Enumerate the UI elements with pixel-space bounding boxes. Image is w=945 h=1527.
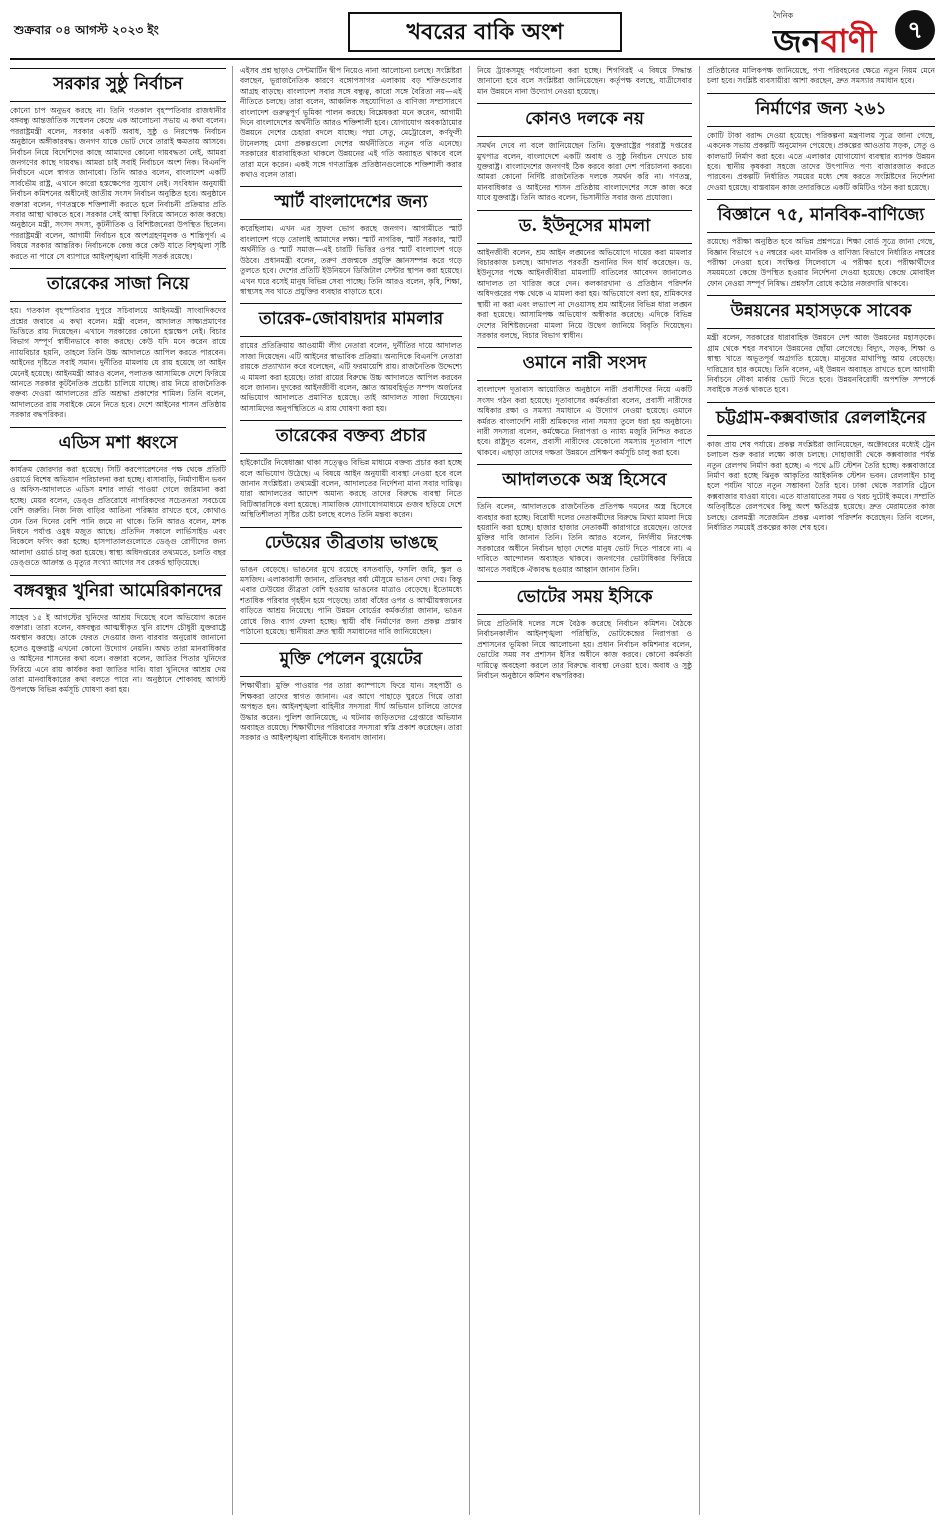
- news-article: [477, 464, 692, 575]
- news-article: [10, 575, 226, 696]
- news-article: [240, 66, 462, 180]
- logo-name: [773, 16, 876, 70]
- news-article: [477, 347, 692, 458]
- column-divider: [699, 66, 700, 1515]
- news-article: [240, 527, 462, 638]
- news-article: [10, 268, 226, 420]
- article-body: সমর্থন দেবে না বলে জানিয়েছেন তিনি। যুক্তরাষ্ট্রের পররাষ্ট্র দপ্তরের মুখপাত্র বলেন, বাংলাদেশে একটি অবাধ ও সুষ্ঠু নির্বাচন দেখতে চায় যুক্তরাষ্ট্র। বাংলাদেশের জনগণই ঠিক করবে কারা দেশ পরিচালনা করবে। আমরা কোনো নির্দিষ্ট রাজনৈতিক দলকে সমর্থন করি না। গণতন্ত্র, মানবাধিকার ও আইনের শাসন প্রতিষ্ঠায় বাংলাদেশের সঙ্গে কাজ করে যাবে যুক্তরাষ্ট্র। তিনি আরও বলেন, ভিসানীতি সবার জন্য প্রযোজ্য।: [477, 141, 692, 203]
- news-article: [10, 427, 226, 569]
- news-article: [240, 186, 462, 297]
- news-article: [10, 68, 226, 262]
- news-article: [707, 199, 935, 289]
- article-headline: তারেক-জোবায়দার মামলার: [240, 303, 462, 337]
- article-body: আইনজীবী বলেন, শ্রম আইন লঙ্ঘনের অভিযোগে দায়ের করা মামলার বিচারকাজ চলছে। আদালত পরবর্তী শুনানির দিন ধার্য করেছেন। ড. ইউনূসের পক্ষে আইনজীবীরা মামলাটি বাতিলের আবেদন জানালেও আদালত তা খারিজ করে দেন। কলকারখানা ও প্রতিষ্ঠান পরিদর্শন অধিদপ্তরের পক্ষ থেকে এ মামলা করা হয়। অভিযোগে বলা হয়, শ্রমিকদের স্থায়ী না করা এবং লভ্যাংশ না দেওয়াসহ শ্রম আইনের বিভিন্ন ধারা লঙ্ঘন করা হয়েছে। আসামিপক্ষ অভিযোগ অস্বীকার করেছে। এদিকে বিভিন্ন দেশের বিশিষ্টজনেরা মামলা নিয়ে উদ্বেগ জানিয়ে বিবৃতি দিয়েছেন। সরকার বলছে, বিচার বিভাগ স্বাধীন।: [477, 247, 692, 340]
- article-body: বাংলাদেশ দূতাবাস আয়োজিত অনুষ্ঠানে নারী প্রবাসীদের নিয়ে একটি সংসদ গঠন করা হয়েছে। দূতাবাসের কর্মকর্তারা বলেন, প্রবাসী নারীদের অধিকার রক্ষা ও সমস্যা সমাধানে এ উদ্যোগ নেওয়া হয়েছে। ওমানে কর্মরত বাংলাদেশি নারী শ্রমিকদের নানা সমস্যা তুলে ধরা হয় অনুষ্ঠানে। নারী সদস্যরা বলেন, কর্মক্ষেত্রে নিরাপত্তা ও ন্যায্য মজুরি নিশ্চিত করতে হবে। রাষ্ট্রদূত বলেন, প্রবাসী নারীদের যেকোনো সমস্যায় দূতাবাস পাশে থাকবে। এছাড়া তাদের দক্ষতা উন্নয়নে প্রশিক্ষণ কর্মসূচি চালু করা হবে।: [477, 385, 692, 457]
- article-body: তিনি বলেন, আদালতকে রাজনৈতিক প্রতিপক্ষ দমনের অস্ত্র হিসেবে ব্যবহার করা হচ্ছে। বিরোধী দলের নেতাকর্মীদের বিরুদ্ধে মিথ্যা মামলা দিয়ে হয়রানি করা হচ্ছে। হাজার হাজার নেতাকর্মী কারাগারে রয়েছেন। তাদের মুক্তির দাবি জানান তিনি। তিনি আরও বলেন, নির্দলীয় নিরপেক্ষ সরকারের অধীনে নির্বাচন ছাড়া দেশের মানুষ ভোট দিতে পারবে না। এ দাবিতে আন্দোলন অব্যাহত থাকবে। জনগণের ভোটাধিকার ফিরিয়ে আনতে সবাইকে ঐক্যবদ্ধ হওয়ার আহ্বান জানান তিনি।: [477, 502, 692, 574]
- article-headline: কোনও দলকে নয়: [477, 103, 692, 137]
- logo-name-part1: জন: [773, 22, 821, 60]
- news-article: [240, 420, 462, 520]
- news-article: [707, 66, 935, 87]
- article-headline: ওমানে নারী সংসদ: [477, 347, 692, 381]
- article-headline: ঢেউয়ের তীব্রতায় ভাঙছে: [240, 527, 462, 561]
- article-headline: বিজ্ঞানে ৭৫, মানবিক-বাণিজ্যে: [707, 199, 935, 233]
- logo-name-part2: বাণী: [820, 22, 877, 60]
- article-body: নিয়ে ট্র্যাকসমূহ পর্যালোচনা করা হচ্ছে। শিগগিরই এ বিষয়ে সিদ্ধান্ত জানানো হবে বলে সংশ্লিষ্টরা জানিয়েছেন। কর্তৃপক্ষ বলছে, যাত্রীসেবার মান উন্নয়নে নানা উদ্যোগ নেওয়া হয়েছে।: [477, 66, 692, 96]
- newspaper-logo: [773, 10, 893, 60]
- news-article: [707, 295, 935, 395]
- article-body: হাইকোর্টের নিষেধাজ্ঞা থাকা সত্ত্বেও বিভিন্ন মাধ্যমে বক্তব্য প্রচার করা হচ্ছে বলে অভিযোগ উঠেছে। এ বিষয়ে আইন অনুযায়ী ব্যবস্থা নেওয়া হবে বলে জানান সংশ্লিষ্টরা। তথ্যমন্ত্রী বলেন, আদালতের নির্দেশনা মানা সবার দায়িত্ব। যারা আদালতের আদেশ অমান্য করছে তাদের বিরুদ্ধে ব্যবস্থা নিতে বিটিআরসিকে বলা হয়েছে। সামাজিক যোগাযোগমাধ্যমে গুজব ছড়িয়ে দেশে অস্থিতিশীলতা সৃষ্টির চেষ্টা চলছে বলেও তিনি মন্তব্য করেন।: [240, 458, 462, 520]
- article-headline: নির্মাণের জন্য ২৬১: [707, 93, 935, 127]
- news-article: [477, 66, 692, 97]
- article-headline: ভোটের সময় ইসিকে: [477, 581, 692, 615]
- column-3: [477, 66, 692, 1515]
- column-1: [10, 66, 226, 1515]
- logo-tagline: দৈনিক: [773, 11, 794, 20]
- article-body: এইসব প্রশ্ন ছাড়াও সেন্টমার্টিন দ্বীপ নিয়েও নানা আলোচনা চলছে। সংশ্লিষ্টরা বলছেন, ভূরাজনৈতিক কারণে বঙ্গোপসাগর এলাকায় বড় শক্তিগুলোর আগ্রহ বাড়ছে। বাংলাদেশ সবার সঙ্গে বন্ধুত্ব, কারো সঙ্গে বৈরিতা নয়—এই নীতিতে চলছে। তারা বলেন, আঞ্চলিক সহযোগিতা ও বাণিজ্য সম্প্রসারণে বাংলাদেশ গুরুত্বপূর্ণ ভূমিকা পালন করছে। বিশ্লেষকরা মনে করেন, আগামী দিনে বাংলাদেশের অর্থনীতি আরও শক্তিশালী হবে। যোগাযোগ অবকাঠামোর উন্নয়নে দেশের চেহারা বদলে যাচ্ছে। পদ্মা সেতু, মেট্রোরেল, কর্ণফুলী টানেলসহ মেগা প্রকল্পগুলো দেশের অর্থনীতিতে নতুন গতি এনেছে। সরকারের ধারাবাহিকতা থাকলে উন্নয়নের এই গতি অব্যাহত থাকবে বলে তারা মনে করেন। একই সঙ্গে গণতান্ত্রিক প্রতিষ্ঠানগুলোকে শক্তিশালী করার কথাও বলেন তারা।: [240, 66, 462, 180]
- article-body: ভাঙন বেড়েছে। ভাঙনের মুখে রয়েছে বসতবাড়ি, ফসলি জমি, স্কুল ও মসজিদ। এলাকাবাসী জানান, প্রতিবছর বর্ষা মৌসুমে ভাঙন দেখা দেয়। কিন্তু এবার ঢেউয়ের তীব্রতা বেশি হওয়ায় ভাঙনের মাত্রাও বেড়েছে। ইতোমধ্যে শতাধিক পরিবার গৃহহীন হয়ে পড়েছে। তারা বাঁধের ওপর ও আত্মীয়স্বজনের বাড়িতে আশ্রয় নিয়েছে। পানি উন্নয়ন বোর্ডের কর্মকর্তারা জানান, ভাঙন রোধে জিও ব্যাগ ফেলা হচ্ছে। স্থায়ী বাঁধ নির্মাণের জন্য প্রকল্প প্রস্তাব পাঠানো হয়েছে। স্থানীয়রা দ্রুত স্থায়ী সমাধানের দাবি জানিয়েছেন।: [240, 564, 462, 637]
- news-article: [240, 303, 462, 414]
- news-article: [477, 103, 692, 203]
- news-article: [477, 210, 692, 342]
- article-body: করেছিলাম। এখন এর সুফল ভোগ করছে জনগণ। আগামীতে স্মার্ট বাংলাদেশ গড়ে তোলাই আমাদের লক্ষ্য। স্মার্ট নাগরিক, স্মার্ট সরকার, স্মার্ট অর্থনীতি ও স্মার্ট সমাজ—এই চারটি ভিত্তির ওপর স্মার্ট বাংলাদেশ গড়ে উঠবে। প্রধানমন্ত্রী বলেন, তরুণ প্রজন্মকে প্রযুক্তি জ্ঞানসম্পন্ন করে গড়ে তুলতে হবে। দেশের প্রতিটি ইউনিয়নে ডিজিটাল সেন্টার স্থাপন করা হয়েছে। এখন ঘরে বসেই মানুষ বিভিন্ন সেবা পাচ্ছে। তিনি আরও বলেন, কৃষি, শিক্ষা, স্বাস্থ্যসহ সব খাতে প্রযুক্তির ব্যবহার বাড়াতে হবে।: [240, 224, 462, 296]
- masthead: [10, 8, 935, 60]
- article-body: সাহেব ১৫ ই আগস্টের খুনিদের আশ্রয় দিয়েছে বলে অভিযোগ করেন বক্তারা। তারা বলেন, বঙ্গবন্ধুর আত্মস্বীকৃত খুনি রাশেদ চৌধুরী যুক্তরাষ্ট্রে অবস্থান করছে। তাকে ফেরত দেওয়ার জন্য বারবার অনুরোধ জানানো হলেও যুক্তরাষ্ট্র এখনো কোনো উদ্যোগ নেয়নি। অথচ তারা মানবাধিকার ও আইনের শাসনের কথা বলে। বক্তারা বলেন, জাতির পিতার খুনিদের ফিরিয়ে এনে রায় কার্যকর করা জাতির দাবি। যারা খুনিদের আশ্রয় দেয় তারা মানবাধিকারের কথা বলতে পারে না। অনুষ্ঠানে শোকাবহ আগস্ট উপলক্ষে বিভিন্ন কর্মসূচি ঘোষণা করা হয়।: [10, 612, 226, 695]
- article-headline: সরকার সুষ্ঠু নির্বাচন: [10, 68, 226, 102]
- article-headline: তারেকের সাজা নিয়ে: [10, 268, 226, 302]
- article-body: নিয়ে প্রতিনিধি দলের সঙ্গে বৈঠক করেছে নির্বাচন কমিশন। বৈঠকে নির্বাচনকালীন আইনশৃঙ্খলা পরিস্থিতি, ভোটকেন্দ্রের নিরাপত্তা ও প্রশাসনের ভূমিকা নিয়ে আলোচনা হয়। প্রধান নির্বাচন কমিশনার বলেন, ভোটের সময় সব প্রশাসন ইসির অধীনে কাজ করবে। কোনো কর্মকর্তা দায়িত্বে অবহেলা করলে তার বিরুদ্ধে ব্যবস্থা নেওয়া হবে। অবাধ ও সুষ্ঠু নির্বাচন অনুষ্ঠানে কমিশন বদ্ধপরিকর।: [477, 619, 692, 681]
- column-divider: [469, 66, 470, 1515]
- news-article: [707, 402, 935, 534]
- article-headline: তারেকের বক্তব্য প্রচার: [240, 420, 462, 454]
- article-body: রয়েছে। পরীক্ষা অনুষ্ঠিত হবে অভিন্ন প্রশ্নপত্রে। শিক্ষা বোর্ড সূত্রে জানা গেছে, বিজ্ঞান বিভাগে ৭৫ নম্বরের এবং মানবিক ও বাণিজ্য বিভাগে নির্ধারিত নম্বরের পরীক্ষা নেওয়া হবে। সংক্ষিপ্ত সিলেবাসে এ পরীক্ষা হবে। পরীক্ষার্থীদের সময়মতো কেন্দ্রে উপস্থিত হওয়ার নির্দেশনা দেওয়া হয়েছে। কেন্দ্রে মোবাইল ফোন নেওয়া সম্পূর্ণ নিষিদ্ধ। প্রশ্নফাঁস রোধে কঠোর নজরদারি থাকবে।: [707, 237, 935, 288]
- article-headline: স্মার্ট বাংলাদেশের জন্য: [240, 186, 462, 220]
- article-body: কাজ প্রায় শেষ পর্যায়ে। প্রকল্প সংশ্লিষ্টরা জানিয়েছেন, অক্টোবরের মধ্যেই ট্রেন চলাচল শুরু করার লক্ষ্যে কাজ চলছে। দোহাজারী থেকে কক্সবাজার পর্যন্ত নতুন রেলপথ নির্মাণ করা হচ্ছে। এ পথে ৯টি স্টেশন তৈরি হচ্ছে। কক্সবাজারে নির্মাণ করা হচ্ছে ঝিনুক আকৃতির আইকনিক স্টেশন ভবন। রেললাইন চালু হলে পর্যটন খাতে নতুন সম্ভাবনা তৈরি হবে। ঢাকা থেকে সরাসরি ট্রেনে কক্সবাজার যাওয়া যাবে। এতে যাতায়াতের সময় ও খরচ দুটোই কমবে। সম্প্রতি অতিবৃষ্টিতে রেলপথের কিছু অংশ ক্ষতিগ্রস্ত হয়েছে। দ্রুত মেরামতের কাজ চলছে। রেলমন্ত্রী সরেজমিন প্রকল্প এলাকা পরিদর্শন করেছেন। তিনি বলেন, নির্ধারিত সময়েই প্রকল্পের কাজ শেষ হবে।: [707, 439, 935, 532]
- article-headline: চট্টগ্রাম-কক্সবাজার রেললাইনের: [707, 402, 935, 436]
- article-headline: আদালতকে অস্ত্র হিসেবে: [477, 464, 692, 498]
- column-2: [240, 66, 462, 1515]
- article-headline: মুক্তি পেলেন বুয়েটের: [240, 643, 462, 677]
- article-body: কোটি টাকা বরাদ্দ দেওয়া হয়েছে। পরিকল্পনা মন্ত্রণালয় সূত্রে জানা গেছে, একনেক সভায় প্রকল্পটি অনুমোদন পেয়েছে। প্রকল্পের আওতায় সড়ক, সেতু ও কালভার্ট নির্মাণ করা হবে। এতে এলাকার যোগাযোগ ব্যবস্থার ব্যাপক উন্নয়ন হবে। স্থানীয় কৃষকরা সহজে তাদের উৎপাদিত পণ্য বাজারজাত করতে পারবেন। প্রকল্পটি নির্ধারিত সময়ের মধ্যে শেষ করতে সংশ্লিষ্টদের নির্দেশনা দেওয়া হয়েছে। বাস্তবায়ন কাজ তদারকিতে একটি কমিটিও গঠন করা হয়েছে।: [707, 130, 935, 192]
- page-number: ৭: [895, 10, 935, 50]
- news-article: [240, 643, 462, 743]
- column-4: [707, 66, 935, 1515]
- column-divider: [232, 66, 233, 1515]
- article-body: হয়। গতকাল বৃহস্পতিবার দুপুরে সচিবালয়ে আইনমন্ত্রী সাংবাদিকদের প্রশ্নের জবাবে এ কথা বলেন। মন্ত্রী বলেন, আদালত সাক্ষ্যপ্রমাণের ভিত্তিতে রায় দিয়েছেন। এখানে সরকারের কোনো হস্তক্ষেপ নেই। বিচার বিভাগ সম্পূর্ণ স্বাধীনভাবে কাজ করছে। কেউ যদি মনে করেন রায়ে ন্যায়বিচার হয়নি, তাহলে তিনি উচ্চ আদালতে আপিল করতে পারবেন। আইনের দৃষ্টিতে সবাই সমান। দুর্নীতির মামলায় যে রায় হয়েছে তা আইন মেনেই হয়েছে। আইনমন্ত্রী আরও বলেন, পলাতক আসামিকে দেশে ফিরিয়ে আনতে সরকার কূটনৈতিক প্রচেষ্টা চালিয়ে যাচ্ছে। রায় নিয়ে রাজনৈতিক বক্তব্য দেওয়া আদালতের প্রতি অশ্রদ্ধা প্রকাশের শামিল। তিনি বলেন, আদালতের রায় সবাইকে মেনে নিতে হবে। দেশে আইনের শাসন প্রতিষ্ঠায় সরকার বদ্ধপরিকর।: [10, 306, 226, 420]
- article-headline: উন্নয়নের মহাসড়কে সাবেক: [707, 295, 935, 329]
- news-article: [707, 93, 935, 193]
- article-body: প্রতিষ্ঠানের মালিকপক্ষ জানিয়েছে, পণ্য পরিবহনের ক্ষেত্রে নতুন নিয়ম মেনে চলা হবে। সংশ্লিষ্ট ব্যবসায়ীরা আশা করছেন, দ্রুত সমস্যার সমাধান হবে।: [707, 66, 935, 86]
- article-body: রায়ের প্রতিক্রিয়ায় আওয়ামী লীগ নেতারা বলেন, দুর্নীতির দায়ে আদালত সাজা দিয়েছেন। এটি আইনের স্বাভাবিক প্রক্রিয়া। অন্যদিকে বিএনপি নেতারা রায়কে প্রত্যাখ্যান করে বলেছেন, এটি ফরমায়েশি রায়। রাজনৈতিক উদ্দেশ্যে এ মামলা করা হয়েছে। তারা রায়ের বিরুদ্ধে উচ্চ আদালতে আপিল করবেন বলে জানান। দুদকের আইনজীবী বলেন, জ্ঞাত আয়বহির্ভূত সম্পদ অর্জনের অভিযোগ আদালতে প্রমাণিত হয়েছে। তাই আদালত সাজা দিয়েছেন। আসামিদের অনুপস্থিতিতে এ রায় ঘোষণা করা হয়।: [240, 341, 462, 413]
- news-article: [477, 581, 692, 681]
- article-headline: এডিস মশা ধ্বংসে: [10, 427, 226, 461]
- article-body: কার্যক্রম জোরদার করা হয়েছে। সিটি করপোরেশনের পক্ষ থেকে প্রতিটি ওয়ার্ডে বিশেষ অভিযান পরিচালনা করা হচ্ছে। বাসাবাড়ি, নির্মাণাধীন ভবন ও অফিস-আদালতে এডিস মশার লার্ভা পাওয়া গেলে জরিমানা করা হচ্ছে। মেয়র বলেন, ডেঙ্গু প্রতিরোধে নাগরিকদের সচেতনতা সবচেয়ে বেশি জরুরি। নিজ নিজ বাড়ির আঙিনা পরিষ্কার রাখতে হবে, কোথাও যেন তিন দিনের বেশি পানি জমে না থাকে। তিনি আরও বলেন, মশক নিধনে পর্যাপ্ত ওষুধ মজুত আছে। প্রতিদিন সকালে লার্ভিসাইড এবং বিকেলে ফগিং করা হচ্ছে। হাসপাতালগুলোতে ডেঙ্গু রোগীদের জন্য আলাদা ওয়ার্ড চালু করা হয়েছে। স্বাস্থ্য অধিদপ্তরের তথ্যমতে, চলতি বছর ডেঙ্গুতে আক্রান্ত ও মৃত্যুর সংখ্যা আগের সব রেকর্ড ছাড়িয়েছে।: [10, 464, 226, 568]
- issue-date: শুক্রবার ০৪ আগস্ট ২০২৩ ইং: [14, 23, 159, 37]
- article-headline: ড. ইউনূসের মামলা: [477, 210, 692, 244]
- section-title: খবরের বাকি অংশ: [348, 12, 622, 52]
- article-body: শিক্ষার্থীরা। মুক্তি পাওয়ার পর তারা ক্যাম্পাসে ফিরে যান। সহপাঠী ও শিক্ষকরা তাদের স্বাগত জানান। এর আগে পাহাড়ে ঘুরতে গিয়ে তারা অপহৃত হন। আইনশৃঙ্খলা বাহিনীর সদস্যরা দীর্ঘ অভিযান চালিয়ে তাদের উদ্ধার করেন। পুলিশ জানিয়েছে, এ ঘটনায় জড়িতদের গ্রেপ্তারে অভিযান অব্যাহত রয়েছে। শিক্ষার্থীদের পরিবারের সদস্যরা স্বস্তি প্রকাশ করেছেন। তারা সরকার ও আইনশৃঙ্খলা বাহিনীকে ধন্যবাদ জানান।: [240, 681, 462, 743]
- article-headline: বঙ্গবন্ধুর খুনিরা আমেরিকানদের: [10, 575, 226, 609]
- article-body: মন্ত্রী বলেন, সরকারের ধারাবাহিক উন্নয়নে দেশ আজ উন্নয়নের মহাসড়কে। গ্রাম থেকে শহর সবখানে উন্নয়নের ছোঁয়া লেগেছে। বিদ্যুৎ, সড়ক, শিক্ষা ও স্বাস্থ্য খাতে অভূতপূর্ব অগ্রগতি হয়েছে। মানুষের মাথাপিছু আয় বেড়েছে। দারিদ্র্যের হার কমেছে। তিনি বলেন, এই উন্নয়ন অব্যাহত রাখতে হলে আগামী নির্বাচনে নৌকা মার্কায় ভোট দিতে হবে। উন্নয়নবিরোধী অপশক্তি সম্পর্কে সবাইকে সতর্ক থাকতে হবে।: [707, 333, 935, 395]
- article-body: কোনো চাপ অনুভব করছে না। তিনি গতকাল বৃহস্পতিবার রাজধানীর বঙ্গবন্ধু আন্তর্জাতিক সম্মেলন কেন্দ্রে এক আলোচনা সভায় এ কথা বলেন। পররাষ্ট্রমন্ত্রী বলেন, সরকার একটি অবাধ, সুষ্ঠু ও নিরপেক্ষ নির্বাচন অনুষ্ঠানে অঙ্গীকারবদ্ধ। জনগণ যাকে ভোট দেবে তারাই ক্ষমতায় আসবে। নির্বাচন নিয়ে বিদেশিদের কাছে আমাদের কোনো দায়বদ্ধতা নেই, আমরা জনগণের কাছে দায়বদ্ধ। আমরা চাই সবাই নির্বাচনে অংশ নিক। বিএনপি নির্বাচনে এলে স্বাগত জানাবো। তিনি আরও বলেন, বাংলাদেশ একটি সার্বভৌম রাষ্ট্র, এখানে কারো হস্তক্ষেপের সুযোগ নেই। সংবিধান অনুযায়ী নির্বাচন কমিশনের অধীনেই জাতীয় সংসদ নির্বাচন অনুষ্ঠিত হবে। অনুষ্ঠানে বক্তারা বলেন, গণতন্ত্রকে শক্তিশালী করতে হলে নির্বাচনী প্রক্রিয়ার প্রতি সবার আস্থা থাকতে হবে। সরকার সেই আস্থা ফিরিয়ে আনতে কাজ করছে। অনুষ্ঠানে মন্ত্রী, সংসদ সদস্য, কূটনীতিক ও বিশিষ্টজনেরা উপস্থিত ছিলেন। পররাষ্ট্রমন্ত্রী বলেন, আগামী নির্বাচন হবে অংশগ্রহণমূলক ও শান্তিপূর্ণ। এ বিষয়ে সরকার আন্তরিক। নির্বাচনকে কেন্দ্র করে কেউ যাতে বিশৃঙ্খলা সৃষ্টি করতে না পারে সে ব্যাপারে আইনশৃঙ্খলা বাহিনী সতর্ক রয়েছে।: [10, 106, 226, 261]
